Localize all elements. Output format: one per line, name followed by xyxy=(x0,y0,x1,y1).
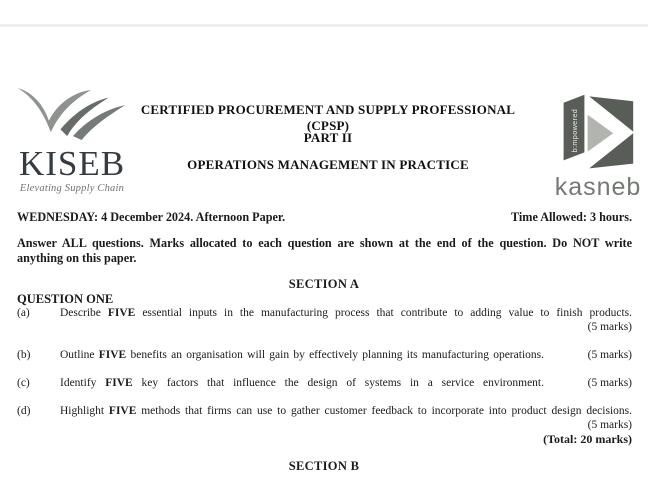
time-allowed: Time Allowed: 3 hours. xyxy=(511,210,632,224)
question-a-text xyxy=(60,307,632,320)
kiseb-swoosh-icon xyxy=(14,86,130,140)
kasneb-logo xyxy=(551,90,645,200)
question-c-label: (c) xyxy=(17,377,30,389)
question-b-pre: Outline xyxy=(60,349,99,361)
question-b-text xyxy=(60,349,544,362)
question-b-rest: benefits an organisation will gain by effectively planning its manufacturing operations. xyxy=(126,349,544,361)
question-a-pre: Describe xyxy=(60,307,108,319)
page-top-edge-line xyxy=(0,24,648,27)
question-d-pre: Highlight xyxy=(60,405,109,417)
question-d-marks: (5 marks) xyxy=(587,419,632,431)
question-b-label: (b) xyxy=(17,349,31,361)
kiseb-wordmark: KISEB xyxy=(18,144,126,183)
question-d-rest: methods that firms can use to gather customer feedback to incorporate into product design decisions. xyxy=(136,405,632,417)
svg-text:b:mpowered: b:mpowered xyxy=(570,108,580,153)
question-a-marks: (5 marks) xyxy=(587,321,632,333)
kasneb-wordmark: kasneb xyxy=(554,173,642,201)
section-b-heading: SECTION B xyxy=(288,459,360,473)
instructions-text: Answer ALL questions. Marks allocated to each question are shown at the end of the question. Do NOT write anything on this paper. xyxy=(17,236,632,265)
section-a-heading: SECTION A xyxy=(288,277,360,291)
kiseb-logo xyxy=(12,86,132,194)
paper-title: CERTIFIED PROCUREMENT AND SUPPLY PROFESSIONAL (CPSP) xyxy=(140,102,516,133)
question-d-text xyxy=(60,405,632,418)
paper-part: PART II xyxy=(303,130,353,145)
question-c-rest: key factors that influence the design of systems in a service environment. xyxy=(132,377,544,389)
question-c-marks: (5 marks) xyxy=(587,377,632,389)
question-c-emphasis: FIVE xyxy=(105,377,133,389)
question-c-text xyxy=(60,377,544,390)
question-a-rest: essential inputs in the manufacturing process that contribute to adding value to finish products. xyxy=(135,307,632,319)
question-b-marks: (5 marks) xyxy=(587,349,632,361)
question-a-label: (a) xyxy=(17,307,30,319)
question-one-heading: QUESTION ONE xyxy=(17,292,114,306)
paper-date: WEDNESDAY: 4 December 2024. Afternoon Paper. xyxy=(17,210,286,224)
question-d-emphasis: FIVE xyxy=(108,405,137,417)
kasneb-mark-icon xyxy=(554,90,642,170)
kiseb-tagline: Elevating Supply Chain xyxy=(19,183,125,194)
paper-subject: OPERATIONS MANAGEMENT IN PRACTICE xyxy=(187,157,469,172)
question-a-emphasis: FIVE xyxy=(107,307,136,319)
total-marks: (Total: 20 marks) xyxy=(543,432,632,446)
question-c-pre: Identify xyxy=(60,377,106,389)
question-d-label: (d) xyxy=(17,405,31,417)
meta-row xyxy=(17,210,632,225)
question-b-emphasis: FIVE xyxy=(98,349,127,361)
